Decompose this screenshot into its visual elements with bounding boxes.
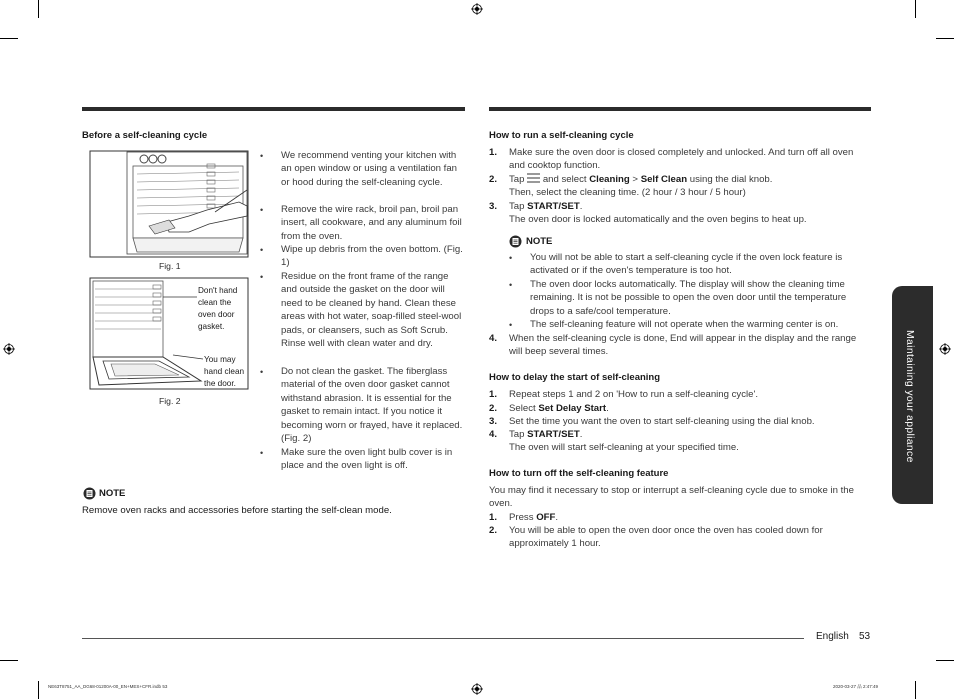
delay-step-2 <box>509 402 869 415</box>
footer-language: English <box>816 631 849 642</box>
note-icon <box>509 235 522 248</box>
bullet-dot: • <box>260 367 264 377</box>
bullet-dot: • <box>509 320 513 330</box>
crop-mark <box>915 681 916 699</box>
crop-mark <box>38 681 39 699</box>
crop-mark <box>0 38 18 39</box>
step-number: 2. <box>489 403 498 414</box>
delay-step-3: Set the time you want the oven to start self-cleaning using the dial knob. <box>509 416 815 427</box>
step-number: 2. <box>489 525 498 536</box>
off-label: OFF <box>536 512 556 523</box>
note-label: NOTE <box>526 236 553 247</box>
run-step-2-mid: and select <box>542 174 587 185</box>
step-number: 3. <box>489 416 498 427</box>
note-bullet-1: You will not be able to start a self-cleaning cycle if the oven lock feature is activated or if the oven's temperature is too hot. <box>530 252 843 277</box>
fig1-caption: Fig. 1 <box>159 261 181 271</box>
print-info-right: 2020-03-27 品 2:47:49 <box>833 684 879 689</box>
delay-step-4-line2: The oven will start self-cleaning at your specified time. <box>509 442 739 454</box>
registration-mark-icon <box>3 343 15 355</box>
off-step-2: You will be able to open the oven door once the oven has cooled down for approximately 1 hour. <box>509 525 823 550</box>
left-bullet-3: Wipe up debris from the oven bottom. (Fig. 1) <box>281 244 463 269</box>
run-step-2 <box>509 173 869 200</box>
crop-mark <box>38 0 39 18</box>
delay-step-4-post: . <box>579 429 583 440</box>
delay-step-2-pre: Select <box>509 403 536 414</box>
note-bullet-3: The self-cleaning feature will not operate when the warming center is on. <box>530 319 839 330</box>
bullet-dot: • <box>260 448 264 458</box>
bullet-dot: • <box>509 253 513 263</box>
section-rule-right <box>489 107 871 111</box>
delay-step-2-post: . <box>606 403 609 414</box>
crop-mark <box>915 0 916 18</box>
step-number: 1. <box>489 147 498 158</box>
left-bullet-2: Remove the wire rack, broil pan, broil pan insert, all cookware, and any aluminum foil from the oven. <box>281 204 462 242</box>
off-step-1 <box>509 511 869 524</box>
run-step-3-pre: Tap <box>509 201 525 212</box>
fig2-caption: Fig. 2 <box>159 396 181 406</box>
menu-icon <box>527 173 540 183</box>
registration-mark-icon <box>471 3 483 15</box>
note-icon <box>83 487 96 500</box>
run-step-1: Make sure the oven door is closed completely and unlocked. And turn off all oven and cooktop function. <box>509 147 854 172</box>
run-step-3-line2: The oven door is locked automatically and the oven begins to heat up. <box>509 214 807 226</box>
cleaning-menu-label: Cleaning <box>589 174 630 185</box>
section-title-delay: How to delay the start of self-cleaning <box>489 372 661 383</box>
step-number: 2. <box>489 174 498 185</box>
fig2-callout-gasket: Don't hand clean the oven door gasket. <box>198 286 238 331</box>
section-title-turn-off: How to turn off the self-cleaning feature <box>489 468 669 479</box>
start-set-label: START/SET <box>527 201 580 212</box>
run-step-3 <box>509 200 869 227</box>
left-bullet-5: Do not clean the gasket. The fiberglass material of the oven door gasket cannot withstand abrasion. It is essential for the gasket to remain intact. If you notice it becoming worn or frayed, have it replaced. (Fig. 2) <box>281 366 463 445</box>
step-number: 1. <box>489 512 498 523</box>
registration-mark-icon <box>939 343 951 355</box>
bullet-dot: • <box>260 272 264 282</box>
step-number: 4. <box>489 333 498 344</box>
footer-rule <box>82 638 804 639</box>
print-info-left: NE63T8751_AA_DG68-01200A-00_EN+MES+CFR.indb 53 <box>48 684 168 689</box>
run-step-3-post: . <box>579 201 583 212</box>
turn-off-intro: You may find it necessary to stop or interrupt a self-cleaning cycle due to smoke in the oven. <box>489 485 854 510</box>
start-set-label: START/SET <box>527 429 580 440</box>
note-label: NOTE <box>99 488 126 499</box>
left-bullet-6: Make sure the oven light bulb cover is in place and the oven light is off. <box>281 447 453 472</box>
left-bullet-1: We recommend venting your kitchen with an open window or using a ventilation fan or hood during the self-cleaning cycle. <box>281 150 458 188</box>
bullet-dot: • <box>260 245 264 255</box>
bullet-dot: • <box>260 151 264 161</box>
chapter-side-tab-label: Maintaining your appliance <box>904 330 916 463</box>
page-number: 53 <box>859 631 871 642</box>
self-clean-label: Self Clean <box>640 174 688 185</box>
fig1-oven-illustration <box>89 150 249 258</box>
delay-step-4 <box>509 428 869 455</box>
bullet-dot: • <box>509 280 513 290</box>
step-number: 1. <box>489 389 498 400</box>
crop-mark <box>936 660 954 661</box>
section-title-run-cleaning: How to run a self-cleaning cycle <box>489 130 634 141</box>
off-step-1-pre: Press <box>509 512 534 523</box>
delay-step-4-pre: Tap <box>509 429 525 440</box>
run-step-4: When the self-cleaning cycle is done, End will appear in the display and the range will beep several times. <box>509 333 857 358</box>
crop-mark <box>0 660 18 661</box>
note-bullet-2: The oven door locks automatically. The display will show the cleaning time remaining. It is not be possible to open the oven door until the temperature drops to a safe/cool temperature. <box>530 279 847 317</box>
step-number: 3. <box>489 201 498 212</box>
note-text: Remove oven racks and accessories before starting the self-clean mode. <box>82 505 392 516</box>
bullet-dot: • <box>260 205 264 215</box>
run-step-2-pre: Tap <box>509 174 525 185</box>
run-step-2-line2: Then, select the cleaning time. (2 hour / 3 hour / 5 hour) <box>509 187 746 199</box>
step-number: 4. <box>489 429 498 440</box>
registration-mark-icon <box>471 683 483 695</box>
run-step-2-post: using the dial knob. <box>689 174 773 185</box>
section-title-before-cleaning: Before a self-cleaning cycle <box>82 130 208 141</box>
set-delay-start-label: Set Delay Start <box>538 403 607 414</box>
crop-mark <box>936 38 954 39</box>
section-rule-left <box>82 107 465 111</box>
left-bullet-4: Residue on the front frame of the range and outside the gasket on the door will need to be cleaned by hand. Clean these areas with hot water, soap-filled steel-wool pads, or cleansers, such as Soft Scrub. Rinse well with clean water and dry. <box>281 271 462 350</box>
run-step-2-sep: > <box>632 174 639 185</box>
off-step-1-post: . <box>555 512 559 523</box>
fig2-callout-door: You may hand clean the door. <box>204 355 245 388</box>
delay-step-1: Repeat steps 1 and 2 on 'How to run a self-cleaning cycle'. <box>509 389 758 400</box>
